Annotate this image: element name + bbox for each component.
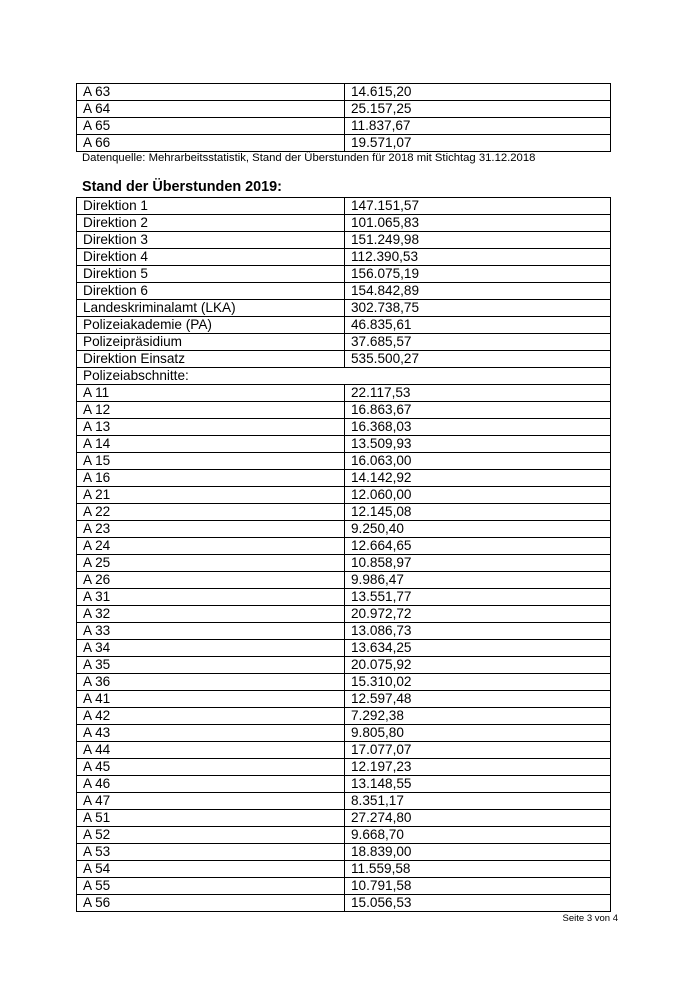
table-row: [77, 470, 611, 487]
table-row: [77, 538, 611, 555]
unit-name-cell: Direktion 1: [77, 198, 345, 215]
table-row: [77, 453, 611, 470]
overtime-hours-cell: 13.551,77: [345, 589, 611, 606]
overtime-hours-cell: 12.597,48: [345, 691, 611, 708]
unit-name-cell: A 47: [77, 793, 345, 810]
overtime-hours-cell: 12.060,00: [345, 487, 611, 504]
overtime-hours-cell: 11.837,67: [345, 118, 611, 135]
unit-name-cell: Polizeipräsidium: [77, 334, 345, 351]
unit-name-cell: A 52: [77, 827, 345, 844]
overtime-table-2019-body: [77, 198, 611, 912]
unit-name-cell: A 21: [77, 487, 345, 504]
overtime-hours-cell: 154.842,89: [345, 283, 611, 300]
table-row: [77, 436, 611, 453]
overtime-hours-cell: 112.390,53: [345, 249, 611, 266]
table-row: [77, 640, 611, 657]
unit-name-cell: A 43: [77, 725, 345, 742]
unit-name-cell: A 34: [77, 640, 345, 657]
table-row: [77, 895, 611, 912]
table-row: [77, 351, 611, 368]
data-source-note: Datenquelle: Mehrarbeitsstatistik, Stand der Überstunden für 2018 mit Stichtag 31.12.2018: [82, 152, 536, 164]
unit-name-cell: A 12: [77, 402, 345, 419]
overtime-hours-cell: 13.086,73: [345, 623, 611, 640]
unit-name-cell: A 33: [77, 623, 345, 640]
table-row: [77, 419, 611, 436]
unit-name-cell: A 23: [77, 521, 345, 538]
table-row: [77, 334, 611, 351]
table-row: [77, 266, 611, 283]
unit-name-cell: A 36: [77, 674, 345, 691]
table-row: [77, 793, 611, 810]
overtime-hours-cell: 16.368,03: [345, 419, 611, 436]
table-row: [77, 623, 611, 640]
overtime-hours-cell: 14.142,92: [345, 470, 611, 487]
unit-name-cell: Direktion Einsatz: [77, 351, 345, 368]
overtime-hours-cell: 20.972,72: [345, 606, 611, 623]
overtime-hours-cell: 8.351,17: [345, 793, 611, 810]
unit-name-cell: Direktion 6: [77, 283, 345, 300]
overtime-hours-cell: 18.839,00: [345, 844, 611, 861]
unit-name-cell: Landeskriminalamt (LKA): [77, 300, 345, 317]
overtime-hours-cell: 7.292,38: [345, 708, 611, 725]
table-row: [77, 249, 611, 266]
overtime-hours-cell: 9.250,40: [345, 521, 611, 538]
unit-name-cell: A 55: [77, 878, 345, 895]
unit-name-cell: A 54: [77, 861, 345, 878]
section-heading: Stand der Überstunden 2019:: [82, 179, 282, 195]
table-row: [77, 572, 611, 589]
unit-name-cell: A 66: [77, 135, 345, 152]
table-row: [77, 135, 611, 152]
unit-name-cell: A 42: [77, 708, 345, 725]
unit-name-cell: Polizeiakademie (PA): [77, 317, 345, 334]
overtime-hours-cell: 9.805,80: [345, 725, 611, 742]
overtime-hours-cell: 37.685,57: [345, 334, 611, 351]
overtime-hours-cell: 16.863,67: [345, 402, 611, 419]
unit-name-cell: Direktion 2: [77, 215, 345, 232]
table-row: [77, 521, 611, 538]
overtime-hours-cell: 147.151,57: [345, 198, 611, 215]
unit-name-cell: A 35: [77, 657, 345, 674]
overtime-table-2018-continued: [76, 83, 611, 152]
overtime-hours-cell: 10.858,97: [345, 555, 611, 572]
unit-name-cell: A 31: [77, 589, 345, 606]
unit-name-cell: A 16: [77, 470, 345, 487]
unit-name-cell: A 25: [77, 555, 345, 572]
table-row: [77, 300, 611, 317]
table-row: [77, 283, 611, 300]
table-row: [77, 691, 611, 708]
unit-name-cell: A 56: [77, 895, 345, 912]
overtime-hours-cell: 17.077,07: [345, 742, 611, 759]
unit-name-cell: Direktion 3: [77, 232, 345, 249]
table-row: [77, 759, 611, 776]
table-row: [77, 215, 611, 232]
table-row: [77, 555, 611, 572]
overtime-hours-cell: 13.509,93: [345, 436, 611, 453]
unit-name-cell: A 11: [77, 385, 345, 402]
overtime-hours-cell: 15.056,53: [345, 895, 611, 912]
table-row: [77, 84, 611, 101]
overtime-hours-cell: 13.634,25: [345, 640, 611, 657]
overtime-table-2019: [76, 197, 611, 912]
table-row: [77, 487, 611, 504]
table-row: [77, 742, 611, 759]
unit-name-cell: A 63: [77, 84, 345, 101]
table-row: [77, 657, 611, 674]
overtime-hours-cell: 9.668,70: [345, 827, 611, 844]
overtime-hours-cell: 9.986,47: [345, 572, 611, 589]
table-row: [77, 674, 611, 691]
overtime-hours-cell: 15.310,02: [345, 674, 611, 691]
unit-name-cell: Direktion 4: [77, 249, 345, 266]
overtime-hours-cell: 11.559,58: [345, 861, 611, 878]
table-row: [77, 861, 611, 878]
overtime-hours-cell: 25.157,25: [345, 101, 611, 118]
table-row: [77, 368, 611, 385]
table-row: [77, 776, 611, 793]
unit-name-cell: A 65: [77, 118, 345, 135]
table-row: [77, 844, 611, 861]
overtime-hours-cell: 20.075,92: [345, 657, 611, 674]
unit-name-cell: A 41: [77, 691, 345, 708]
overtime-hours-cell: 10.791,58: [345, 878, 611, 895]
unit-name-cell: A 24: [77, 538, 345, 555]
table-row: [77, 232, 611, 249]
unit-name-cell: A 32: [77, 606, 345, 623]
overtime-hours-cell: 12.664,65: [345, 538, 611, 555]
unit-name-cell: A 51: [77, 810, 345, 827]
table-row: [77, 118, 611, 135]
unit-name-cell: A 14: [77, 436, 345, 453]
overtime-hours-cell: 22.117,53: [345, 385, 611, 402]
overtime-hours-cell: 16.063,00: [345, 453, 611, 470]
unit-name-cell: Direktion 5: [77, 266, 345, 283]
unit-name-cell: A 15: [77, 453, 345, 470]
table-row: [77, 810, 611, 827]
table-row: [77, 589, 611, 606]
overtime-hours-cell: 12.197,23: [345, 759, 611, 776]
table-row: [77, 725, 611, 742]
unit-name-cell: A 53: [77, 844, 345, 861]
overtime-hours-cell: 151.249,98: [345, 232, 611, 249]
overtime-hours-cell: 46.835,61: [345, 317, 611, 334]
table-row: [77, 402, 611, 419]
table-row: [77, 101, 611, 118]
table-row: [77, 878, 611, 895]
table-row: [77, 385, 611, 402]
overtime-hours-cell: 302.738,75: [345, 300, 611, 317]
table-row: [77, 606, 611, 623]
table-row: [77, 827, 611, 844]
overtime-hours-cell: 14.615,20: [345, 84, 611, 101]
table-row: [77, 198, 611, 215]
overtime-hours-cell: 19.571,07: [345, 135, 611, 152]
table-row: [77, 504, 611, 521]
table-row: [77, 317, 611, 334]
unit-name-cell: A 45: [77, 759, 345, 776]
overtime-table-2018-body: [77, 84, 611, 152]
overtime-hours-cell: 13.148,55: [345, 776, 611, 793]
unit-name-cell: A 13: [77, 419, 345, 436]
unit-name-cell: A 64: [77, 101, 345, 118]
page-number: Seite 3 von 4: [562, 913, 618, 924]
overtime-hours-cell: 156.075,19: [345, 266, 611, 283]
unit-name-cell: A 22: [77, 504, 345, 521]
overtime-hours-cell: 101.065,83: [345, 215, 611, 232]
unit-name-cell: A 26: [77, 572, 345, 589]
overtime-hours-cell: 12.145,08: [345, 504, 611, 521]
unit-name-cell: A 46: [77, 776, 345, 793]
unit-name-cell: A 44: [77, 742, 345, 759]
section-label-cell: Polizeiabschnitte:: [77, 368, 611, 385]
table-row: [77, 708, 611, 725]
overtime-hours-cell: 27.274,80: [345, 810, 611, 827]
overtime-hours-cell: 535.500,27: [345, 351, 611, 368]
